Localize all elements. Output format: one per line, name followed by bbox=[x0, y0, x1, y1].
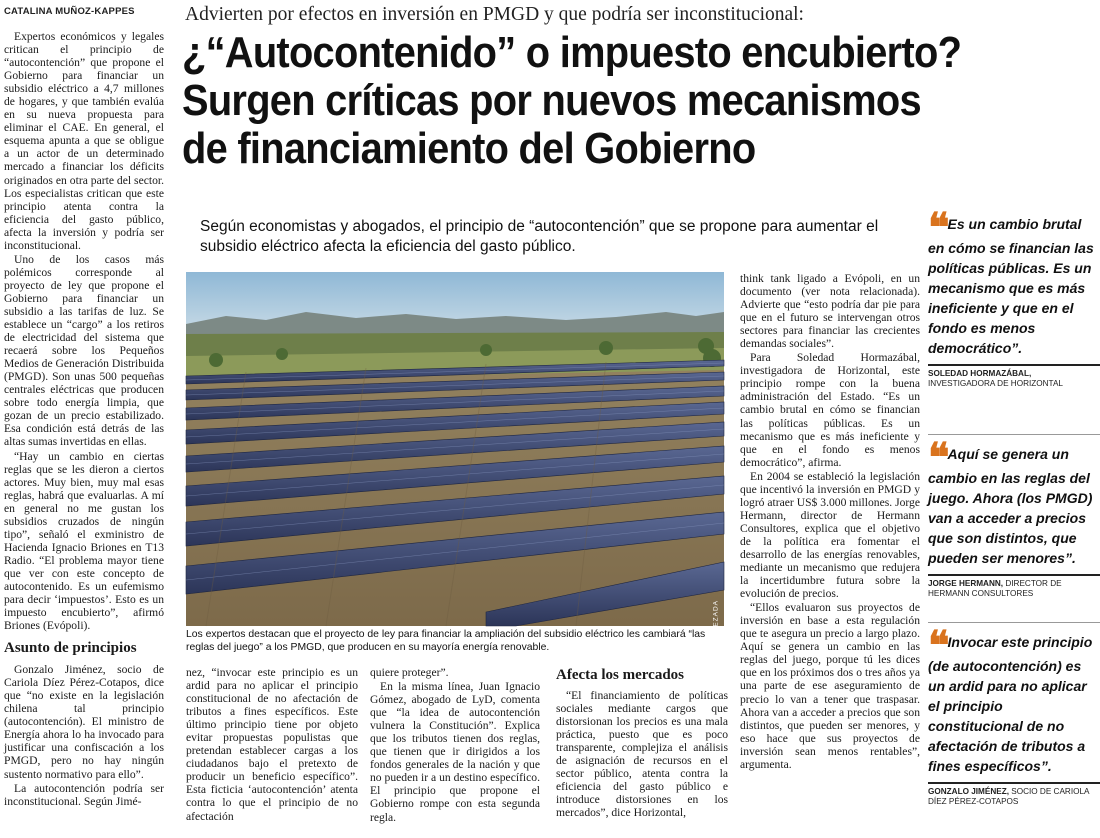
quote-author-role: INVESTIGADORA DE HORIZONTAL bbox=[928, 379, 1063, 388]
quote-body: Invocar este principio (de autocontención) es un ardid para no aplicar el principio constitucional de no afectación de tributos a fines específicos”. bbox=[928, 634, 1093, 774]
headline-line: Surgen críticas por nuevos mecanismos bbox=[182, 76, 921, 125]
quote-author: GONZALO JIMÉNEZ, bbox=[928, 787, 1009, 796]
paragraph: “El financiamiento de políticas sociales mediante cargos que distorsionan los precios es una mala práctica, puesto que es poco transparente, complejiza el análisis de asignación de recursos en el sector público, atenta contra la eficiencia del gasto público e introduce distorsiones en los mercados”, dice Horizontal, bbox=[556, 689, 728, 820]
headline bbox=[182, 29, 1100, 173]
article-column-2 bbox=[186, 666, 358, 834]
divider bbox=[928, 434, 1100, 435]
quote-author-role: DIRECTOR DE HERMANN CONSULTORES bbox=[928, 579, 1062, 598]
pull-quote bbox=[928, 435, 1100, 599]
paragraph: En la misma línea, Juan Ignacio Gómez, abogado de LyD, comenta que “la idea de autocontención vulnera la Constitución”. Explica que los tributos tienen dos reglas, que tienen que ir dirigidos a los fondos generales de la nación y que no pueden ir a un destino específico. El principio que propone el Gobierno rompe con esta segunda regla. bbox=[370, 680, 540, 824]
paragraph: Gonzalo Jiménez, socio de Cariola Díez Pérez-Cotapos, dice que “no existe en la legislación chilena tal principio (autocontención). El ministro de Energía ahora lo ha invocado para justificar una confiscación a los PMGD, pero no hay ningún sustento normativo para ello”. bbox=[4, 663, 164, 781]
pull-quote-text bbox=[928, 205, 1100, 358]
photo-caption: Los expertos destacan que el proyecto de ley para financiar la ampliación del subsidio eléctrico les cambiará “las reglas del juego” a los PMGD, que producen en su mayoría energía renovable. bbox=[186, 629, 706, 653]
divider bbox=[928, 364, 1100, 366]
byline: CATALINA MUÑOZ-KAPPES bbox=[4, 6, 135, 17]
paragraph: Uno de los casos más polémicos corresponde al proyecto de ley que propone el Gobierno para financiar un subsidio a las tarifas de luz. Se establece un “cargo” a los retiros de electricidad del sistema que recaerá sobre los Pequeños Medios de Generación Distribuida (PMGD). Son unas 500 pequeñas centrales eléctricas que producen sobre todo energía limpia, que gozan de un precio estabilizado. Esa condición está detrás de las altas sumas invertidas en ellas. bbox=[4, 252, 165, 449]
quote-author-role: SOCIO DE CARIOLA DÍEZ PÉREZ-COTAPOS bbox=[928, 787, 1090, 806]
pull-quote-text bbox=[928, 435, 1100, 568]
quote-attribution bbox=[928, 579, 1100, 599]
paragraph: Para Soledad Hormazábal, investigadora de Horizontal, este principio rompe con la buena administración del Estado. “Es un cambio brutal en cómo se financian las políticas públicas. Es un mecanismo que es más ineficiente y que en el fondo es menos democrático”, afirma. bbox=[740, 351, 920, 469]
divider bbox=[928, 622, 1100, 623]
paragraph: En 2004 se estableció la legislación que incentivó la inversión en PMGD y logró atraer US$ 3.000 millones. Jorge Hermann, director de Hermann Consultores, explica que el objetivo de la política era fomentar el desarrollo de las energías renovables, mediante un mecanismo que redujera la incertidumbre futura sobre la evolución de precios. bbox=[740, 469, 920, 601]
subheading-afecta-los-mercados: Afecta los mercados bbox=[556, 667, 685, 683]
quote-author: SOLEDAD HORMAZÁBAL, bbox=[928, 369, 1032, 378]
article-column-1 bbox=[4, 30, 164, 834]
article-column-5 bbox=[740, 272, 920, 834]
headline-line: ¿“Autocontenido” o impuesto encubierto? bbox=[182, 28, 962, 77]
deck: Según economistas y abogados, el principio de “autocontención” que se propone para aumentar el subsidio eléctrico afecta la eficiencia del gasto público. bbox=[200, 218, 879, 255]
paragraph: Expertos económicos y legales critican el principio de “autocontención” que propone el Gobierno para financiar un subsidio eléctrico a 4,7 millones de hogares, y que también evalúa en su nueva propuesta para eliminar el CAE. En general, el esquema apunta a que se obligue a un actor de un determinado mercado a financiar los déficits originados en otra parte del sector. Los especialistas critican que este principio atenta contra la eficiencia del gasto público, afecta la inversión y podría ser inconstitucional. bbox=[4, 30, 164, 252]
paragraph: quiere proteger”. bbox=[370, 666, 449, 679]
solar-farm-illustration bbox=[186, 272, 724, 626]
paragraph: La autocontención podría ser inconstitucional. Según Jimé- bbox=[4, 781, 164, 808]
paragraph: “Ellos evaluaron sus proyectos de inversión en base a esta regulación que te asegura un precio a largo plazo. Aquí se genera un cambio en las reglas del juego, porque tú les dices que en los próximos dos o tres años ya una parte de ese aseguramiento de precio lo van a tener que traspasar. Ahora van a acceder a precios que son distintos, que pueden ser menores, y eso hace que sus proyectos de inversión sean menos rentables”, argumenta. bbox=[740, 601, 920, 771]
quote-attribution bbox=[928, 787, 1100, 807]
quote-body: Es un cambio brutal en cómo se financian las políticas públicas. Es un mecanismo que es más ineficiente y que en el fondo es menos democrático”. bbox=[928, 216, 1094, 356]
quote-mark-icon: ❝ bbox=[928, 435, 945, 480]
divider bbox=[928, 574, 1100, 576]
article-column-4 bbox=[556, 666, 728, 834]
article-column-3 bbox=[370, 666, 540, 834]
quote-body: Aquí se genera un cambio en las reglas del juego. Ahora (los PMGD) van a acceder a precios que son distintos, que pueden ser menores”. bbox=[928, 446, 1093, 566]
pull-quote bbox=[928, 205, 1100, 389]
pull-quote-text bbox=[928, 623, 1100, 776]
paragraph: “Hay un cambio en ciertas reglas que se les dieron a ciertos actores. Muy bien, muy mal esas reglas, habrá que evaluarlas. A mí en general no me gustan los subsidios cruzados de ningún tipo”, señaló el exministro de Hacienda Ignacio Briones en T13 Radio. “El problema mayor tiene que ver con este concepto de autocontenido. Es un eufemismo para decir ‘impuestos’. Esto es un impuesto encubierto”, afirmó Briones (Evópoli). bbox=[4, 449, 164, 633]
paragraph: think tank ligado a Evópoli, en un documento (ver nota relacionada). Advierte que “esto podría dar pie para que en el futuro se intervengan otros sectores para financiar las crecientes demandas sociales”. bbox=[740, 272, 920, 351]
quote-mark-icon: ❝ bbox=[928, 623, 945, 668]
kicker: Advierten por efectos en inversión en PMGD y que podría ser inconstitucional: bbox=[185, 4, 804, 25]
quote-author: JORGE HERMANN, bbox=[928, 579, 1004, 588]
quote-attribution bbox=[928, 369, 1100, 389]
paragraph: nez, “invocar este principio es un ardid para no aplicar el principio constitucional de no afectación de tributos a fines específicos. Este último principio tiene por objeto evitar propuestas populistas que pretendan establecer cargas a los ciudadanos bajo el pretexto de producir un beneficio específico”. Esta ficticia ‘autocontención’ atenta contra lo que el principio de no afectación bbox=[186, 666, 358, 823]
quote-mark-icon: ❝ bbox=[928, 205, 945, 250]
pull-quote bbox=[928, 623, 1100, 807]
subheading-asunto-de-principios: Asunto de principios bbox=[4, 640, 137, 657]
photo-credit: MAURICIO QUEZADA bbox=[713, 600, 720, 682]
headline-line: de financiamiento del Gobierno bbox=[182, 124, 756, 173]
divider bbox=[928, 782, 1100, 784]
